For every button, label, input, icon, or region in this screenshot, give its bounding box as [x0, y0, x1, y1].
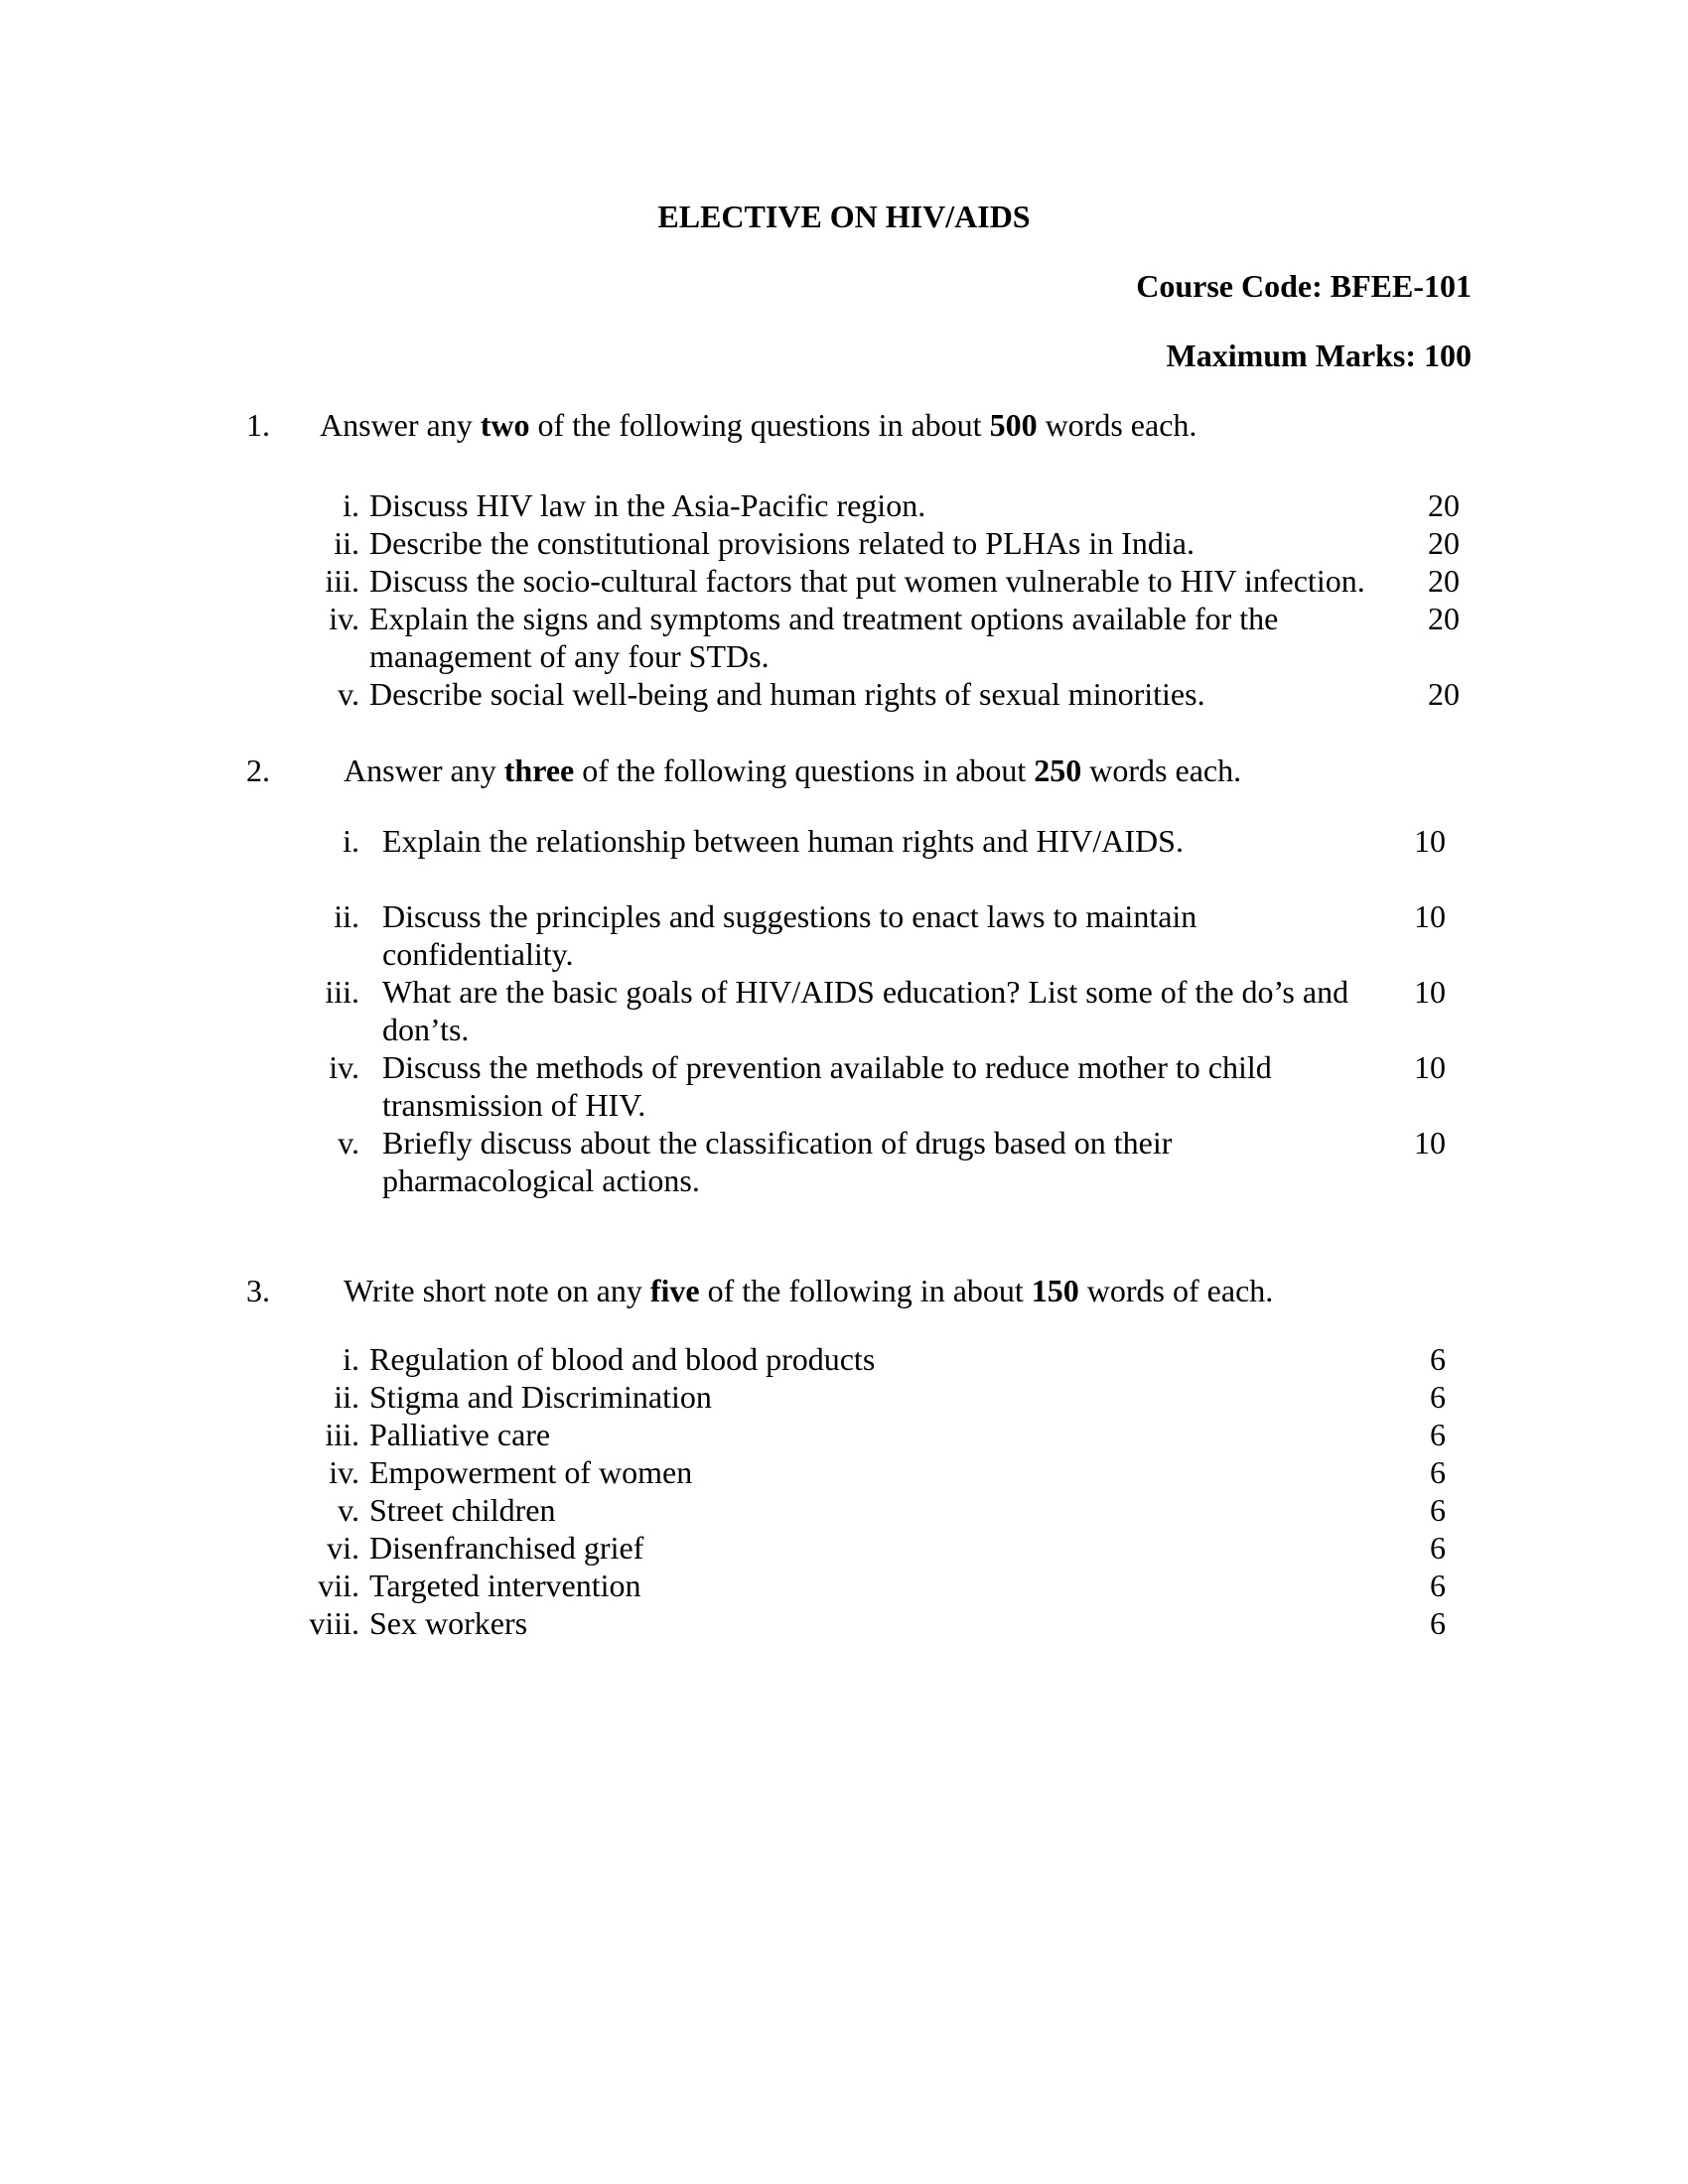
item-marks: 10 — [1414, 898, 1446, 934]
item-numeral: v. — [338, 1492, 359, 1528]
item-text-line: Sex workers — [369, 1605, 528, 1641]
item-marks: 10 — [1414, 1049, 1446, 1085]
question-item — [0, 822, 1688, 860]
item-text-line: transmission of HIV. — [382, 1087, 646, 1123]
item-numeral: iv. — [329, 1049, 359, 1085]
item-marks: 10 — [1414, 1125, 1446, 1160]
maximum-marks: Maximum Marks: 100 — [1166, 338, 1472, 373]
question-item — [0, 675, 1688, 713]
item-text-line: Discuss the methods of prevention available to reduce mother to child — [382, 1049, 1272, 1085]
item-numeral: ii. — [334, 1379, 359, 1415]
question-item — [0, 1453, 1688, 1491]
question-item — [0, 1048, 1688, 1124]
question-item — [0, 1124, 1688, 1199]
question-number: 1. — [246, 407, 270, 443]
item-marks: 6 — [1430, 1454, 1446, 1490]
item-numeral: vi. — [327, 1530, 359, 1566]
item-text-line: Targeted intervention — [369, 1568, 641, 1603]
item-marks: 20 — [1428, 601, 1460, 636]
question-item — [0, 600, 1688, 675]
instruction-text: Write short note on any — [344, 1273, 650, 1308]
item-marks: 10 — [1414, 974, 1446, 1010]
instruction-count: five — [649, 1273, 700, 1308]
question-item — [0, 973, 1688, 1048]
instruction-count: three — [503, 752, 575, 788]
instruction-text: words of each. — [1078, 1273, 1274, 1308]
question-item — [0, 562, 1688, 600]
item-text-line: management of any four STDs. — [369, 638, 770, 674]
question-item — [0, 1491, 1688, 1529]
question-instruction — [344, 1271, 1273, 1310]
item-text-line: pharmacological actions. — [382, 1162, 700, 1198]
question-item — [0, 1529, 1688, 1567]
instruction-text: of the following questions in about — [574, 752, 1035, 788]
instruction-text: Answer any — [344, 752, 504, 788]
item-text-line: Stigma and Discrimination — [369, 1379, 712, 1415]
item-text-line: Discuss HIV law in the Asia-Pacific region. — [369, 487, 926, 523]
item-text-line: Palliative care — [369, 1417, 551, 1452]
item-text-line: Describe the constitutional provisions related to PLHAs in India. — [369, 525, 1195, 561]
item-text-line: Street children — [369, 1492, 556, 1528]
instruction-text: Answer any — [320, 407, 481, 443]
course-code: Course Code: BFEE-101 — [1136, 268, 1472, 304]
item-numeral: ii. — [334, 898, 359, 934]
item-text-line: Regulation of blood and blood products — [369, 1341, 876, 1377]
question-number: 3. — [246, 1273, 270, 1308]
item-text-line: Discuss the socio-cultural factors that put women vulnerable to HIV infection. — [369, 563, 1365, 599]
question-item — [0, 1340, 1688, 1378]
item-text-line: Explain the signs and symptoms and treatment options available for the — [369, 601, 1279, 636]
item-numeral: iv. — [329, 1454, 359, 1490]
item-numeral: viii. — [309, 1605, 359, 1641]
instruction-word-limit: 150 — [1031, 1273, 1079, 1308]
item-marks: 20 — [1428, 525, 1460, 561]
item-marks: 10 — [1414, 823, 1446, 859]
question-item — [0, 1416, 1688, 1453]
item-numeral: iii. — [325, 1417, 359, 1452]
question-item — [0, 897, 1688, 973]
question-item — [0, 524, 1688, 562]
question-instruction — [320, 405, 1196, 445]
instruction-text: words each. — [1081, 752, 1242, 788]
question-item — [0, 1378, 1688, 1416]
item-text-line: Describe social well-being and human rights of sexual minorities. — [369, 676, 1205, 712]
question-item — [0, 486, 1688, 524]
item-marks: 6 — [1430, 1605, 1446, 1641]
question-instruction — [344, 751, 1241, 790]
item-numeral: iii. — [325, 563, 359, 599]
question-item — [0, 1604, 1688, 1642]
instruction-text: words each. — [1037, 407, 1197, 443]
item-numeral: i. — [343, 823, 359, 859]
item-text-line: Briefly discuss about the classification of drugs based on their — [382, 1125, 1173, 1160]
instruction-text: of the following in about — [699, 1273, 1032, 1308]
item-marks: 6 — [1430, 1530, 1446, 1566]
item-marks: 6 — [1430, 1568, 1446, 1603]
item-marks: 20 — [1428, 487, 1460, 523]
item-text-line: What are the basic goals of HIV/AIDS education? List some of the do’s and — [382, 974, 1349, 1010]
item-text-line: don’ts. — [382, 1012, 470, 1047]
item-numeral: iv. — [329, 601, 359, 636]
item-marks: 20 — [1428, 676, 1460, 712]
item-numeral: i. — [343, 487, 359, 523]
instruction-word-limit: 500 — [989, 407, 1038, 443]
item-numeral: vii. — [318, 1568, 359, 1603]
item-text-line: confidentiality. — [382, 936, 574, 972]
item-text-line: Empowerment of women — [369, 1454, 693, 1490]
item-marks: 20 — [1428, 563, 1460, 599]
instruction-text: of the following questions in about — [529, 407, 990, 443]
item-numeral: iii. — [325, 974, 359, 1010]
item-text-line: Disenfranchised grief — [369, 1530, 644, 1566]
instruction-word-limit: 250 — [1034, 752, 1082, 788]
item-text-line: Explain the relationship between human rights and HIV/AIDS. — [382, 823, 1184, 859]
item-numeral: v. — [338, 1125, 359, 1160]
item-marks: 6 — [1430, 1379, 1446, 1415]
item-numeral: v. — [338, 676, 359, 712]
page-title: ELECTIVE ON HIV/AIDS — [657, 199, 1031, 234]
item-marks: 6 — [1430, 1417, 1446, 1452]
instruction-count: two — [480, 407, 530, 443]
question-number: 2. — [246, 752, 270, 788]
question-item — [0, 1567, 1688, 1604]
item-text-line: Discuss the principles and suggestions to enact laws to maintain — [382, 898, 1197, 934]
item-marks: 6 — [1430, 1341, 1446, 1377]
item-marks: 6 — [1430, 1492, 1446, 1528]
item-numeral: ii. — [334, 525, 359, 561]
item-numeral: i. — [343, 1341, 359, 1377]
